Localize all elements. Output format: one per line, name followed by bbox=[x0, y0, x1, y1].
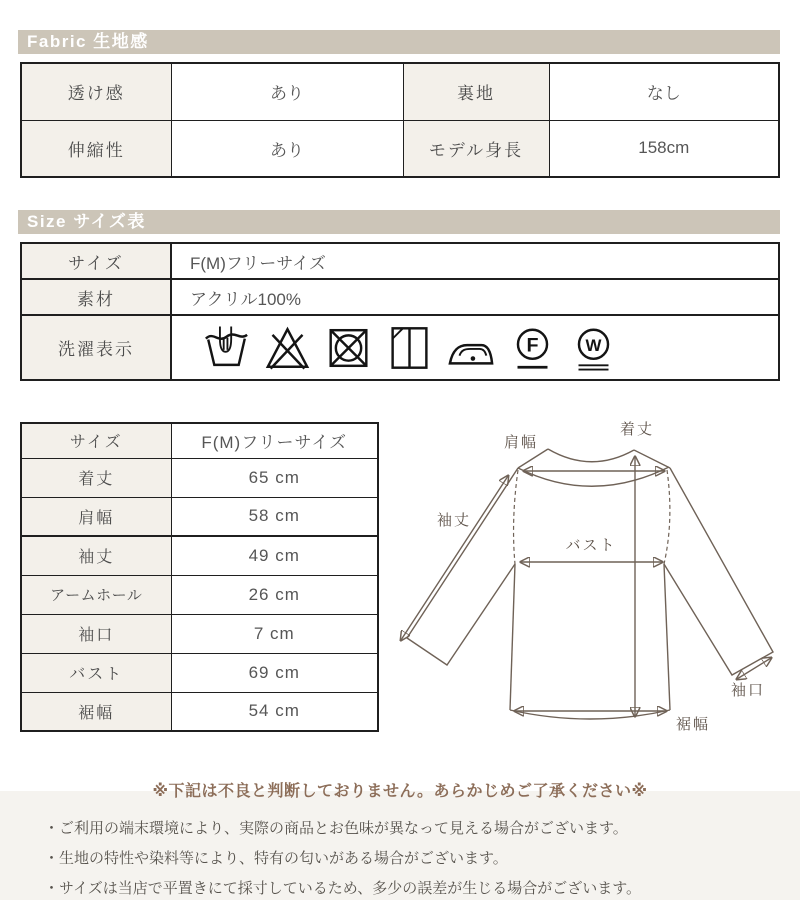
measurement-value: 26 cm bbox=[171, 575, 378, 614]
measurement-label: アームホール bbox=[21, 575, 171, 614]
line-dry-in-shade-icon bbox=[387, 324, 432, 372]
care-label: 洗濯表示 bbox=[21, 315, 171, 380]
measurement-row bbox=[21, 692, 378, 731]
measurement-header-label: サイズ bbox=[21, 423, 171, 458]
dry-clean-letter: F bbox=[526, 333, 539, 356]
measurement-row bbox=[21, 653, 378, 692]
measurement-row bbox=[21, 575, 378, 614]
hand-wash-icon bbox=[204, 324, 249, 372]
fabric-label-cell: 裏地 bbox=[403, 63, 549, 120]
fabric-value-cell: あり bbox=[171, 120, 403, 177]
measurement-label: 肩幅 bbox=[21, 497, 171, 536]
size-section-header bbox=[18, 210, 780, 234]
measurement-row bbox=[21, 458, 378, 497]
disclaimer-item: ・ご利用の端末環境により、実際の商品とお色味が異なって見える場合がございます。 bbox=[44, 820, 628, 837]
iron-low-temp-icon bbox=[448, 324, 494, 372]
measurement-arrows bbox=[401, 457, 771, 716]
diagram-label-hem: 裾幅 bbox=[675, 716, 711, 733]
size-info-row bbox=[21, 243, 779, 279]
fabric-section-header bbox=[18, 30, 780, 54]
care-symbols-cell bbox=[171, 315, 779, 380]
diagram-label-bust: バスト bbox=[565, 537, 617, 554]
measurement-value: 69 cm bbox=[171, 653, 378, 692]
measurement-label: 袖口 bbox=[21, 614, 171, 653]
defect-notice: ※下記は不良と判断しておりません。あらかじめご了承ください※ bbox=[152, 783, 648, 800]
fabric-value-cell: なし bbox=[549, 63, 779, 120]
disclaimer-item: ・生地の特性や染料等により、特有の匂いがある場合がございます。 bbox=[44, 850, 508, 867]
dry-clean-f-icon bbox=[510, 324, 555, 372]
measurement-value: 7 cm bbox=[171, 614, 378, 653]
fabric-value-cell: 158cm bbox=[549, 120, 779, 177]
size-info-table bbox=[20, 242, 780, 381]
size-info-label: サイズ bbox=[21, 243, 171, 279]
size-section-title: Size サイズ表 bbox=[27, 212, 146, 231]
measurement-header-value: F(M)フリーサイズ bbox=[171, 423, 378, 458]
cuff-arrow bbox=[737, 658, 771, 679]
disclaimer-item: ・サイズは当店で平置きにて採寸しているため、多少の誤差が生じる場合がございます。 bbox=[44, 880, 642, 897]
measurement-value: 49 cm bbox=[171, 536, 378, 575]
measurement-value: 54 cm bbox=[171, 692, 378, 731]
measurement-table bbox=[20, 422, 379, 732]
measurement-row bbox=[21, 614, 378, 653]
fabric-section-title: Fabric 生地感 bbox=[27, 32, 149, 51]
sleeve-length-arrow bbox=[401, 476, 508, 640]
diagram-label-length: 着丈 bbox=[619, 421, 655, 438]
fabric-row bbox=[21, 120, 779, 177]
do-not-bleach-icon bbox=[265, 324, 310, 372]
measurement-label: バスト bbox=[21, 653, 171, 692]
fabric-table bbox=[20, 62, 780, 178]
measurement-row bbox=[21, 497, 378, 536]
size-info-label: 素材 bbox=[21, 279, 171, 315]
measurement-label: 裾幅 bbox=[21, 692, 171, 731]
do-not-tumble-dry-icon bbox=[326, 324, 371, 372]
size-info-row bbox=[21, 279, 779, 315]
disclaimer-panel bbox=[0, 791, 800, 900]
garment-outline bbox=[407, 449, 773, 719]
measurement-header-row bbox=[21, 423, 378, 458]
wet-clean-letter: W bbox=[585, 335, 602, 355]
fabric-label-cell: 透け感 bbox=[21, 63, 171, 120]
fabric-value-cell: あり bbox=[171, 63, 403, 120]
diagram-label-sleeve: 袖丈 bbox=[436, 512, 472, 529]
measurement-label: 袖丈 bbox=[21, 536, 171, 575]
measurement-label: 着丈 bbox=[21, 458, 171, 497]
wet-clean-w-icon bbox=[571, 324, 616, 372]
diagram-label-shoulder: 肩幅 bbox=[503, 434, 539, 451]
size-info-value: アクリル100% bbox=[171, 279, 779, 315]
measurement-value: 65 cm bbox=[171, 458, 378, 497]
measurement-value: 58 cm bbox=[171, 497, 378, 536]
diagram-label-cuff: 袖口 bbox=[730, 682, 766, 699]
measurement-row bbox=[21, 536, 378, 575]
care-icons-strip bbox=[190, 324, 777, 372]
fabric-label-cell: 伸縮性 bbox=[21, 120, 171, 177]
garment-measurement-diagram bbox=[380, 412, 800, 742]
size-info-value: F(M)フリーサイズ bbox=[171, 243, 779, 279]
fabric-row bbox=[21, 63, 779, 120]
fabric-label-cell: モデル身長 bbox=[403, 120, 549, 177]
care-symbols-row bbox=[21, 315, 779, 380]
